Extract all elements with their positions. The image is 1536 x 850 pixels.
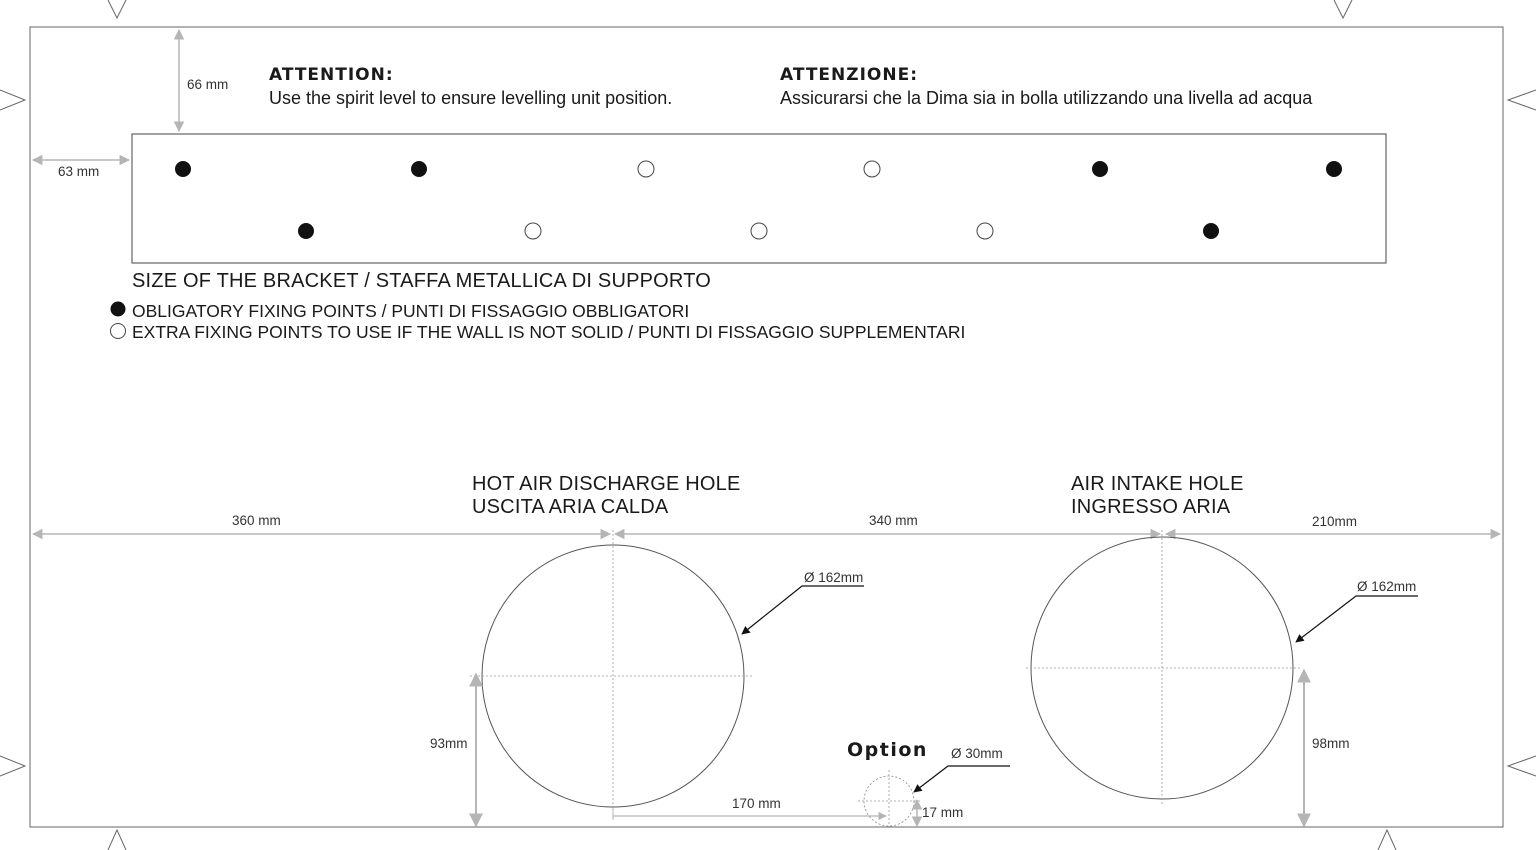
hot-air-diameter-label: Ø 162mm — [804, 570, 864, 585]
dim-label-210mm: 210mm — [1312, 514, 1358, 529]
dim-label-17mm: 17 mm — [922, 805, 964, 820]
fixing-point-bottom-2-open — [525, 223, 541, 239]
option-label: Option — [847, 739, 928, 761]
fixing-point-top-4-open — [864, 161, 880, 177]
air-intake-label-it: INGRESSO ARIA — [1071, 496, 1231, 518]
legend-obligatory-label: OBLIGATORY FIXING POINTS / PUNTI DI FISSAGGIO OBBLIGATORI — [132, 301, 690, 321]
attention-it-title: ATTENZIONE: — [780, 65, 919, 85]
attention-en-title: ATTENTION: — [269, 65, 394, 85]
hot-air-diameter-leader — [742, 586, 864, 634]
legend-filled-dot-icon — [111, 302, 126, 317]
fixing-point-top-5-filled — [1092, 161, 1108, 177]
option-diameter-label: Ø 30mm — [951, 746, 1003, 761]
fixing-point-bottom-5-filled — [1203, 223, 1219, 239]
air-intake-diameter-leader — [1296, 596, 1418, 642]
attention-it-text: Assicurarsi che la Dima sia in bolla utilizzando una livella ad acqua — [780, 88, 1313, 108]
attention-en-text: Use the spirit level to ensure levelling unit position. — [269, 88, 673, 108]
bracket-size-label: SIZE OF THE BRACKET / STAFFA METALLICA DI SUPPORTO — [132, 270, 712, 292]
fixing-point-top-1-filled — [175, 161, 191, 177]
fixing-point-bottom-1-filled — [298, 223, 314, 239]
dim-label-360mm: 360 mm — [232, 513, 281, 528]
fixing-point-top-6-filled — [1326, 161, 1342, 177]
air-intake-diameter-label: Ø 162mm — [1357, 579, 1417, 594]
fixing-point-bottom-3-open — [751, 223, 767, 239]
legend-extra-label: EXTRA FIXING POINTS TO USE IF THE WALL IS NOT SOLID / PUNTI DI FISSAGGIO SUPPLEMENTARI — [132, 322, 966, 342]
dim-label-66mm: 66 mm — [187, 77, 229, 92]
fixing-point-bottom-4-open — [977, 223, 993, 239]
dim-label-63mm: 63 mm — [58, 164, 100, 179]
hot-air-label-en: HOT AIR DISCHARGE HOLE — [472, 473, 741, 495]
dim-label-170mm: 170 mm — [732, 796, 781, 811]
page-frame — [30, 27, 1503, 827]
fixing-points — [175, 161, 1342, 239]
air-intake-label-en: AIR INTAKE HOLE — [1071, 473, 1244, 495]
hot-air-label-it: USCITA ARIA CALDA — [472, 496, 669, 518]
bracket-outline — [132, 134, 1386, 263]
dim-label-340mm: 340 mm — [869, 513, 918, 528]
legend-open-dot-icon — [111, 324, 126, 339]
dim-label-93mm: 93mm — [430, 736, 468, 751]
dim-label-98mm: 98mm — [1312, 736, 1350, 751]
fixing-point-top-3-open — [638, 161, 654, 177]
fixing-point-top-2-filled — [411, 161, 427, 177]
option-diameter-leader — [914, 766, 1010, 792]
